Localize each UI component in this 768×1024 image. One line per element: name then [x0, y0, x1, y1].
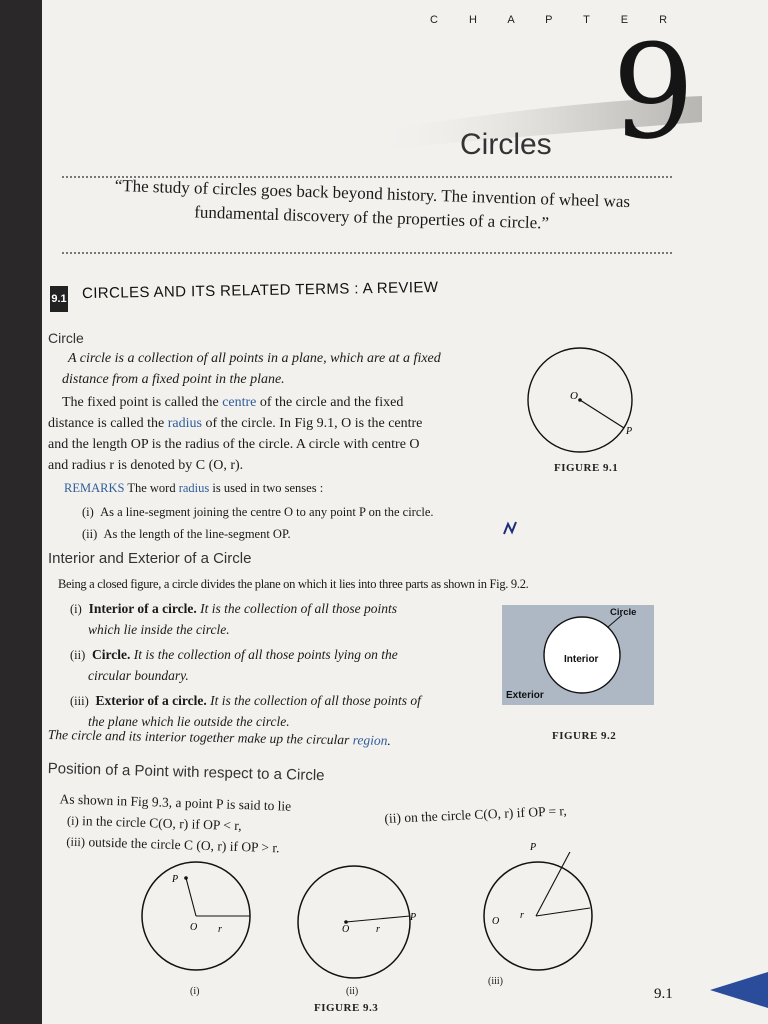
circle-ii — [298, 866, 410, 978]
text: is used in two senses : — [209, 481, 324, 495]
textbook-page — [42, 0, 768, 1024]
fig3-r-label-i: r — [218, 924, 222, 935]
subheading-interior-exterior: Interior and Exterior of a Circle — [48, 550, 252, 567]
fig2-circle-label: Circle — [610, 607, 637, 618]
item-term: Interior of a circle. — [88, 601, 197, 616]
item-number: (i) — [82, 505, 94, 519]
list-item — [70, 644, 480, 665]
position-item-ii: (ii) on the circle C(O, r) if OP = r, — [384, 803, 568, 826]
chapter-label: C H A P T E R — [430, 14, 682, 26]
text-line — [48, 413, 488, 434]
circle-paragraph — [48, 392, 488, 476]
fig3-sub-iii: (iii) — [488, 976, 503, 987]
item-text: It is the collection of all those points of — [206, 693, 421, 708]
item-number: (ii) — [82, 527, 98, 541]
pen-mark-icon — [502, 520, 518, 536]
figure-9-3-diagram — [134, 852, 664, 982]
fig2-interior-label: Interior — [564, 654, 599, 665]
point-p-i — [184, 876, 188, 880]
fig3-p-label-i: P — [172, 874, 179, 885]
radius-ii — [346, 916, 410, 922]
fig3-o-label-i: O — [190, 922, 198, 933]
list-item-cont: which lie inside the circle. — [88, 622, 230, 637]
text-line: A circle is a collection of all points in a plane, which are at a fixed — [68, 351, 441, 366]
divider — [62, 252, 672, 254]
text-line: and radius r is denoted by C (O, r). — [48, 458, 244, 473]
item-term: Circle. — [92, 647, 131, 662]
text-line: distance from a fixed point in the plane. — [62, 372, 285, 387]
text: The word — [124, 481, 179, 495]
figure-9-3-caption: FIGURE 9.3 — [314, 1002, 379, 1014]
section-title: CIRCLES AND ITS RELATED TERMS : A REVIEW — [81, 278, 439, 303]
list-item-cont: circular boundary. — [88, 668, 189, 683]
op-i — [186, 878, 196, 916]
item-text: As the length of the line-segment OP. — [103, 527, 291, 541]
subheading-circle: Circle — [48, 330, 84, 346]
item-term: Exterior of a circle. — [95, 693, 207, 708]
figure-9-1-caption: FIGURE 9.1 — [554, 462, 619, 474]
item-text: As a line-segment joining the centre O to any point P on the circle. — [100, 505, 434, 519]
item-text: outside the circle C (O, r) if OP > r. — [88, 834, 280, 856]
fig1-o-label: O — [570, 390, 578, 402]
text: distance is called the — [48, 416, 168, 431]
item-number: (i) — [66, 813, 80, 828]
fig3-sub-ii: (ii) — [346, 986, 359, 997]
page-number-tab — [700, 970, 768, 1010]
text: The fixed point is called the — [62, 395, 223, 410]
fig3-o-label-iii: O — [492, 916, 500, 927]
fig3-r-label-ii: r — [376, 924, 380, 935]
fig3-o-label-ii: O — [342, 924, 350, 935]
fig3-p-label-ii: P — [410, 912, 417, 923]
item-text: It is the collection of all those points lying on the — [130, 647, 398, 662]
text-line: As shown in Fig 9.3, a point P is said to lie — [59, 791, 292, 814]
radius-iii — [536, 908, 590, 916]
fig3-sub-i: (i) — [190, 986, 200, 997]
radius-line — [580, 400, 624, 428]
item-number: (ii) — [70, 648, 86, 662]
figure-9-2-caption: FIGURE 9.2 — [552, 730, 617, 742]
term-radius: radius — [178, 481, 210, 495]
quote-line: fundamental discovery of the properties of a circle.” — [193, 202, 550, 233]
list-item-cont: the plane which lie outside the circle. — [88, 714, 290, 729]
circle-definition — [62, 348, 502, 390]
figure-9-1-diagram — [526, 344, 636, 456]
chapter-title: Circles — [460, 128, 552, 161]
fig1-p-label: P — [626, 426, 633, 437]
text-line: and the length OP is the radius of the circle. A circle with centre O — [48, 437, 420, 452]
text-line — [48, 392, 488, 413]
text: of the circle and the fixed — [256, 395, 404, 410]
interior-intro: Being a closed figure, a circle divides the plane on which it lies into three parts as shown in Fig. 9.2. — [58, 577, 529, 591]
fig2-exterior-label: Exterior — [506, 690, 544, 701]
text: of the circle. In Fig 9.1, O is the centre — [201, 416, 423, 431]
chapter-number: 9 — [612, 16, 695, 168]
list-item — [70, 690, 480, 711]
fig3-r-label-iii: r — [520, 910, 524, 921]
term-region: region — [352, 732, 388, 748]
section-number: 9.1 — [50, 286, 68, 312]
list-item — [70, 598, 480, 619]
item-text: It is the collection of all those points — [196, 601, 398, 616]
item-text: in the circle C(O, r) if OP < r, — [81, 813, 242, 834]
remark-item — [64, 502, 584, 522]
term-radius: radius — [167, 416, 202, 431]
interior-list — [70, 598, 480, 732]
term-centre: centre — [222, 395, 257, 410]
item-number: (iii) — [70, 694, 89, 708]
quote-line: “The study of circles goes back beyond history. The invention of wheel was — [114, 175, 631, 212]
item-number: (iii) — [66, 834, 86, 850]
text: . — [387, 732, 391, 748]
page-number: 9.1 — [654, 986, 673, 1002]
remarks-label: REMARKS — [64, 481, 125, 495]
fig3-p-label-iii: P — [530, 842, 537, 853]
item-number: (i) — [70, 602, 82, 616]
chapter-quote — [61, 172, 682, 239]
text: The circle and its interior together make up the circular — [47, 726, 353, 748]
subheading-position: Position of a Point with respect to a Circle — [47, 760, 325, 785]
remarks-line — [64, 478, 584, 498]
